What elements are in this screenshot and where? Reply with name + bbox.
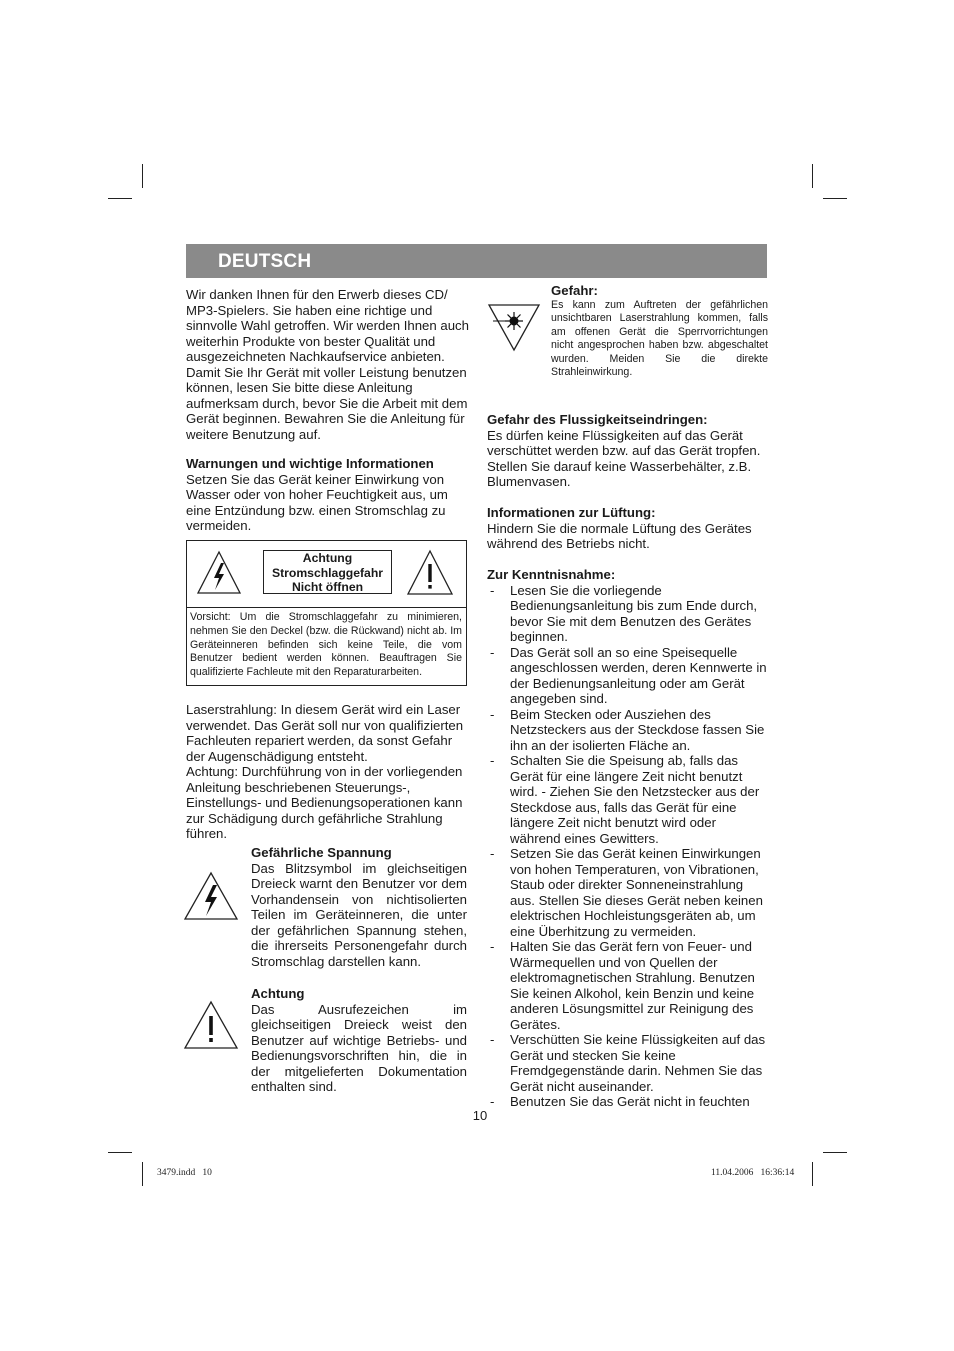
attention-heading: Achtung bbox=[251, 986, 305, 1001]
achtung-text: Achtung: Durchführung von in der vorliegenden Anleitung beschriebenen Steuerungs-, Einstellungs- und Bedienungsoperationen kann zur Schädigung durch gefährliche Strahlung führen. bbox=[186, 764, 463, 841]
section-title: DEUTSCH bbox=[218, 251, 312, 272]
list-dash: - bbox=[490, 644, 495, 660]
liquid-text: Es dürfen keine Flüssigkeiten auf das Gerät verschüttet werden bzw. auf das Gerät tropfen. Stellen Sie darauf keine Wasserbehälter, z.B. Blumenvasen. bbox=[487, 427, 761, 489]
danger-label-line: Achtung bbox=[302, 551, 353, 565]
warning-box bbox=[186, 540, 467, 686]
left-intro bbox=[186, 287, 469, 442]
attention-section bbox=[251, 986, 467, 1095]
list-item-text: Beim Stecken oder Ausziehen des Netzsteckers aus der Steckdose fassen Sie ihn an der isolierten Fläche an. bbox=[510, 706, 765, 753]
section-header bbox=[186, 244, 767, 278]
crop-mark bbox=[108, 198, 132, 199]
voltage-text: Das Blitzsymbol im gleichseitigen Dreieck warnt den Benutzer vor dem Vorhandensein von nichtisolierten Teilen im Geräteinneren, die unter der gefährlichen Spannung stehen, die ihrerseits Personengefahr durch Stromschlag darstellen kann. bbox=[251, 860, 467, 969]
list-dash: - bbox=[490, 939, 495, 954]
crop-mark bbox=[108, 1152, 132, 1153]
list-item bbox=[487, 1094, 770, 1110]
crop-mark bbox=[142, 1162, 143, 1186]
list-dash: - bbox=[490, 753, 495, 768]
box-divider bbox=[187, 607, 466, 608]
list-item bbox=[487, 707, 770, 754]
warnings-text: Setzen Sie das Gerät keiner Einwirkung von Wasser oder von hoher Feuchtigkeit aus, um eine Entzündung bzw. einen Stromschlag zu vermeiden. bbox=[186, 471, 448, 533]
attention-text: Das Ausrufezeichen im gleichseitigen Dreieck weist den Benutzer auf wichtige Betriebs- und Bedienungsvorschriften hin, die in der mitgelieferten Dokumentation enthalten sind. bbox=[251, 1001, 467, 1094]
intro-text: Wir danken Ihnen für den Erwerb dieses CD/ MP3-Spielers. Sie haben eine richtige und sinnvolle Wahl getroffen. Wir werden Ihnen auch weiterhin Produkte von bester Qualität und ausgezeichneten Nachkaufservice anbieten. Damit Sie Ihr Gerät mit voller Leistung benutzen können, lesen Sie bitte diese Anleitung aufmerksam durch, bevor Sie die Arbeit mit dem Gerät beginnen. Bewahren Sie die Anleitung für weitere Benutzung auf. bbox=[186, 287, 469, 442]
page-number: 10 bbox=[472, 1108, 488, 1123]
list-item bbox=[487, 846, 770, 939]
lightning-triangle-icon bbox=[196, 549, 242, 597]
ventilation-text: Hindern Sie die normale Lüftung des Gerätes während des Betriebs nicht. bbox=[487, 520, 752, 551]
lightning-triangle-icon bbox=[183, 870, 239, 922]
list-item-text: Setzen Sie das Gerät keinen Einwirkungen von hohen Temperaturen, von Vibrationen, Staub oder direkter Sonneneinstrahlung aus. Stellen Sie dieses Gerät neben keinen elektrischen Hochleistungsgeräten ab, um eine Überhitzung zu vermeiden. bbox=[510, 846, 763, 939]
voltage-section bbox=[251, 845, 467, 969]
caution-note: Vorsicht: Um die Stromschlaggefahr zu minimieren, nehmen Sie den Deckel (bzw. die Rückwand) nicht ab. Im Geräteinneren befinden sich keine Teile, die vom Benutzer bedient werden können. Beauftragen Sie qualifizierte Fachleute mit den Reparaturarbeiten. bbox=[190, 611, 462, 679]
crop-mark bbox=[823, 1152, 847, 1153]
list-item-text: Schalten Sie die Speisung ab, falls das Gerät für eine längere Zeit nicht benutzt wird. - Ziehen Sie den Netzstecker aus der Steckdose aus, falls das Gerät für eine längere Zeit nicht benutzt wird oder während eines Gewitters. bbox=[510, 753, 760, 846]
list-item bbox=[487, 583, 770, 645]
right-main bbox=[487, 412, 770, 1110]
notice-heading: Zur Kenntnisnahme: bbox=[487, 567, 616, 582]
list-item bbox=[487, 753, 770, 846]
crop-mark bbox=[823, 198, 847, 199]
danger-label-line: Nicht öffnen bbox=[291, 580, 364, 595]
list-dash: - bbox=[490, 706, 495, 722]
laser-text: Laserstrahlung: In diesem Gerät wird ein Laser verwendet. Das Gerät soll nur von qualifizierten Fachleuten repariert werden, da sonst Gefahr der Augenschädigung entsteht. bbox=[186, 702, 464, 764]
danger-section bbox=[551, 283, 768, 380]
list-item-text: Benutzen Sie das Gerät nicht in feuchten bbox=[510, 1094, 750, 1109]
left-warnings bbox=[186, 456, 467, 534]
list-item-text: Lesen Sie die vorliegende Bedienungsanleitung bis zum Ende durch, bevor Sie mit dem Benutzen des Gerätes beginnen. bbox=[510, 582, 758, 644]
list-item-text: Halten Sie das Gerät fern von Feuer- und Wärmequellen und von Quellen der elektromagnetischen Strahlung. Benutzen Sie keinen Alkohol, kein Benzin und keine anderen Lösungsmittel zur Reinigung des Gerätes. bbox=[510, 939, 755, 1032]
danger-label bbox=[263, 550, 392, 594]
list-item bbox=[487, 645, 770, 707]
laser-triangle-icon bbox=[487, 302, 541, 352]
voltage-heading: Gefährliche Spannung bbox=[251, 845, 392, 860]
list-item bbox=[487, 1032, 770, 1094]
list-dash: - bbox=[490, 582, 495, 598]
exclamation-triangle-icon bbox=[405, 548, 455, 598]
list-dash: - bbox=[490, 1032, 495, 1047]
warnings-heading: Warnungen und wichtige Informationen bbox=[186, 456, 434, 471]
list-dash: - bbox=[490, 1094, 495, 1109]
footer-timestamp: 11.04.2006 16:36:14 bbox=[711, 1168, 795, 1178]
crop-mark bbox=[812, 1162, 813, 1186]
list-item-text: Das Gerät soll an so eine Speisequelle angeschlossen werden, deren Kennwerte in der Bedienungsanleitung oder am Gerät angegeben sind. bbox=[510, 644, 767, 706]
exclamation-triangle-icon bbox=[183, 999, 239, 1051]
list-item-text: Verschütten Sie keine Flüssigkeiten auf das Gerät und stecken Sie keine Fremdgegenstände darin. Nehmen Sie das Gerät nicht auseinander. bbox=[510, 1032, 766, 1094]
danger-label-line: Stromschlaggefahr bbox=[271, 565, 384, 580]
danger-heading: Gefahr: bbox=[551, 283, 598, 298]
liquid-heading: Gefahr des Flussigkeitseindringen: bbox=[487, 412, 708, 427]
crop-mark bbox=[142, 164, 143, 188]
ventilation-heading: Informationen zur Lüftung: bbox=[487, 505, 656, 520]
left-laser bbox=[186, 702, 469, 842]
footer-file: 3479.indd 10 bbox=[157, 1168, 212, 1178]
danger-text: Es kann zum Auftreten der gefährlichen unsichtbaren Laserstrahlung kommen, falls am offenen Gerät die Sperrvorrichtungen nicht angesprochen haben bzw. abgeschaltet wurden. Meiden Sie die direkte Strahleinwirkung. bbox=[551, 298, 768, 379]
crop-mark bbox=[812, 164, 813, 188]
notice-list bbox=[487, 583, 770, 1110]
list-dash: - bbox=[490, 846, 495, 861]
list-item bbox=[487, 939, 770, 1032]
